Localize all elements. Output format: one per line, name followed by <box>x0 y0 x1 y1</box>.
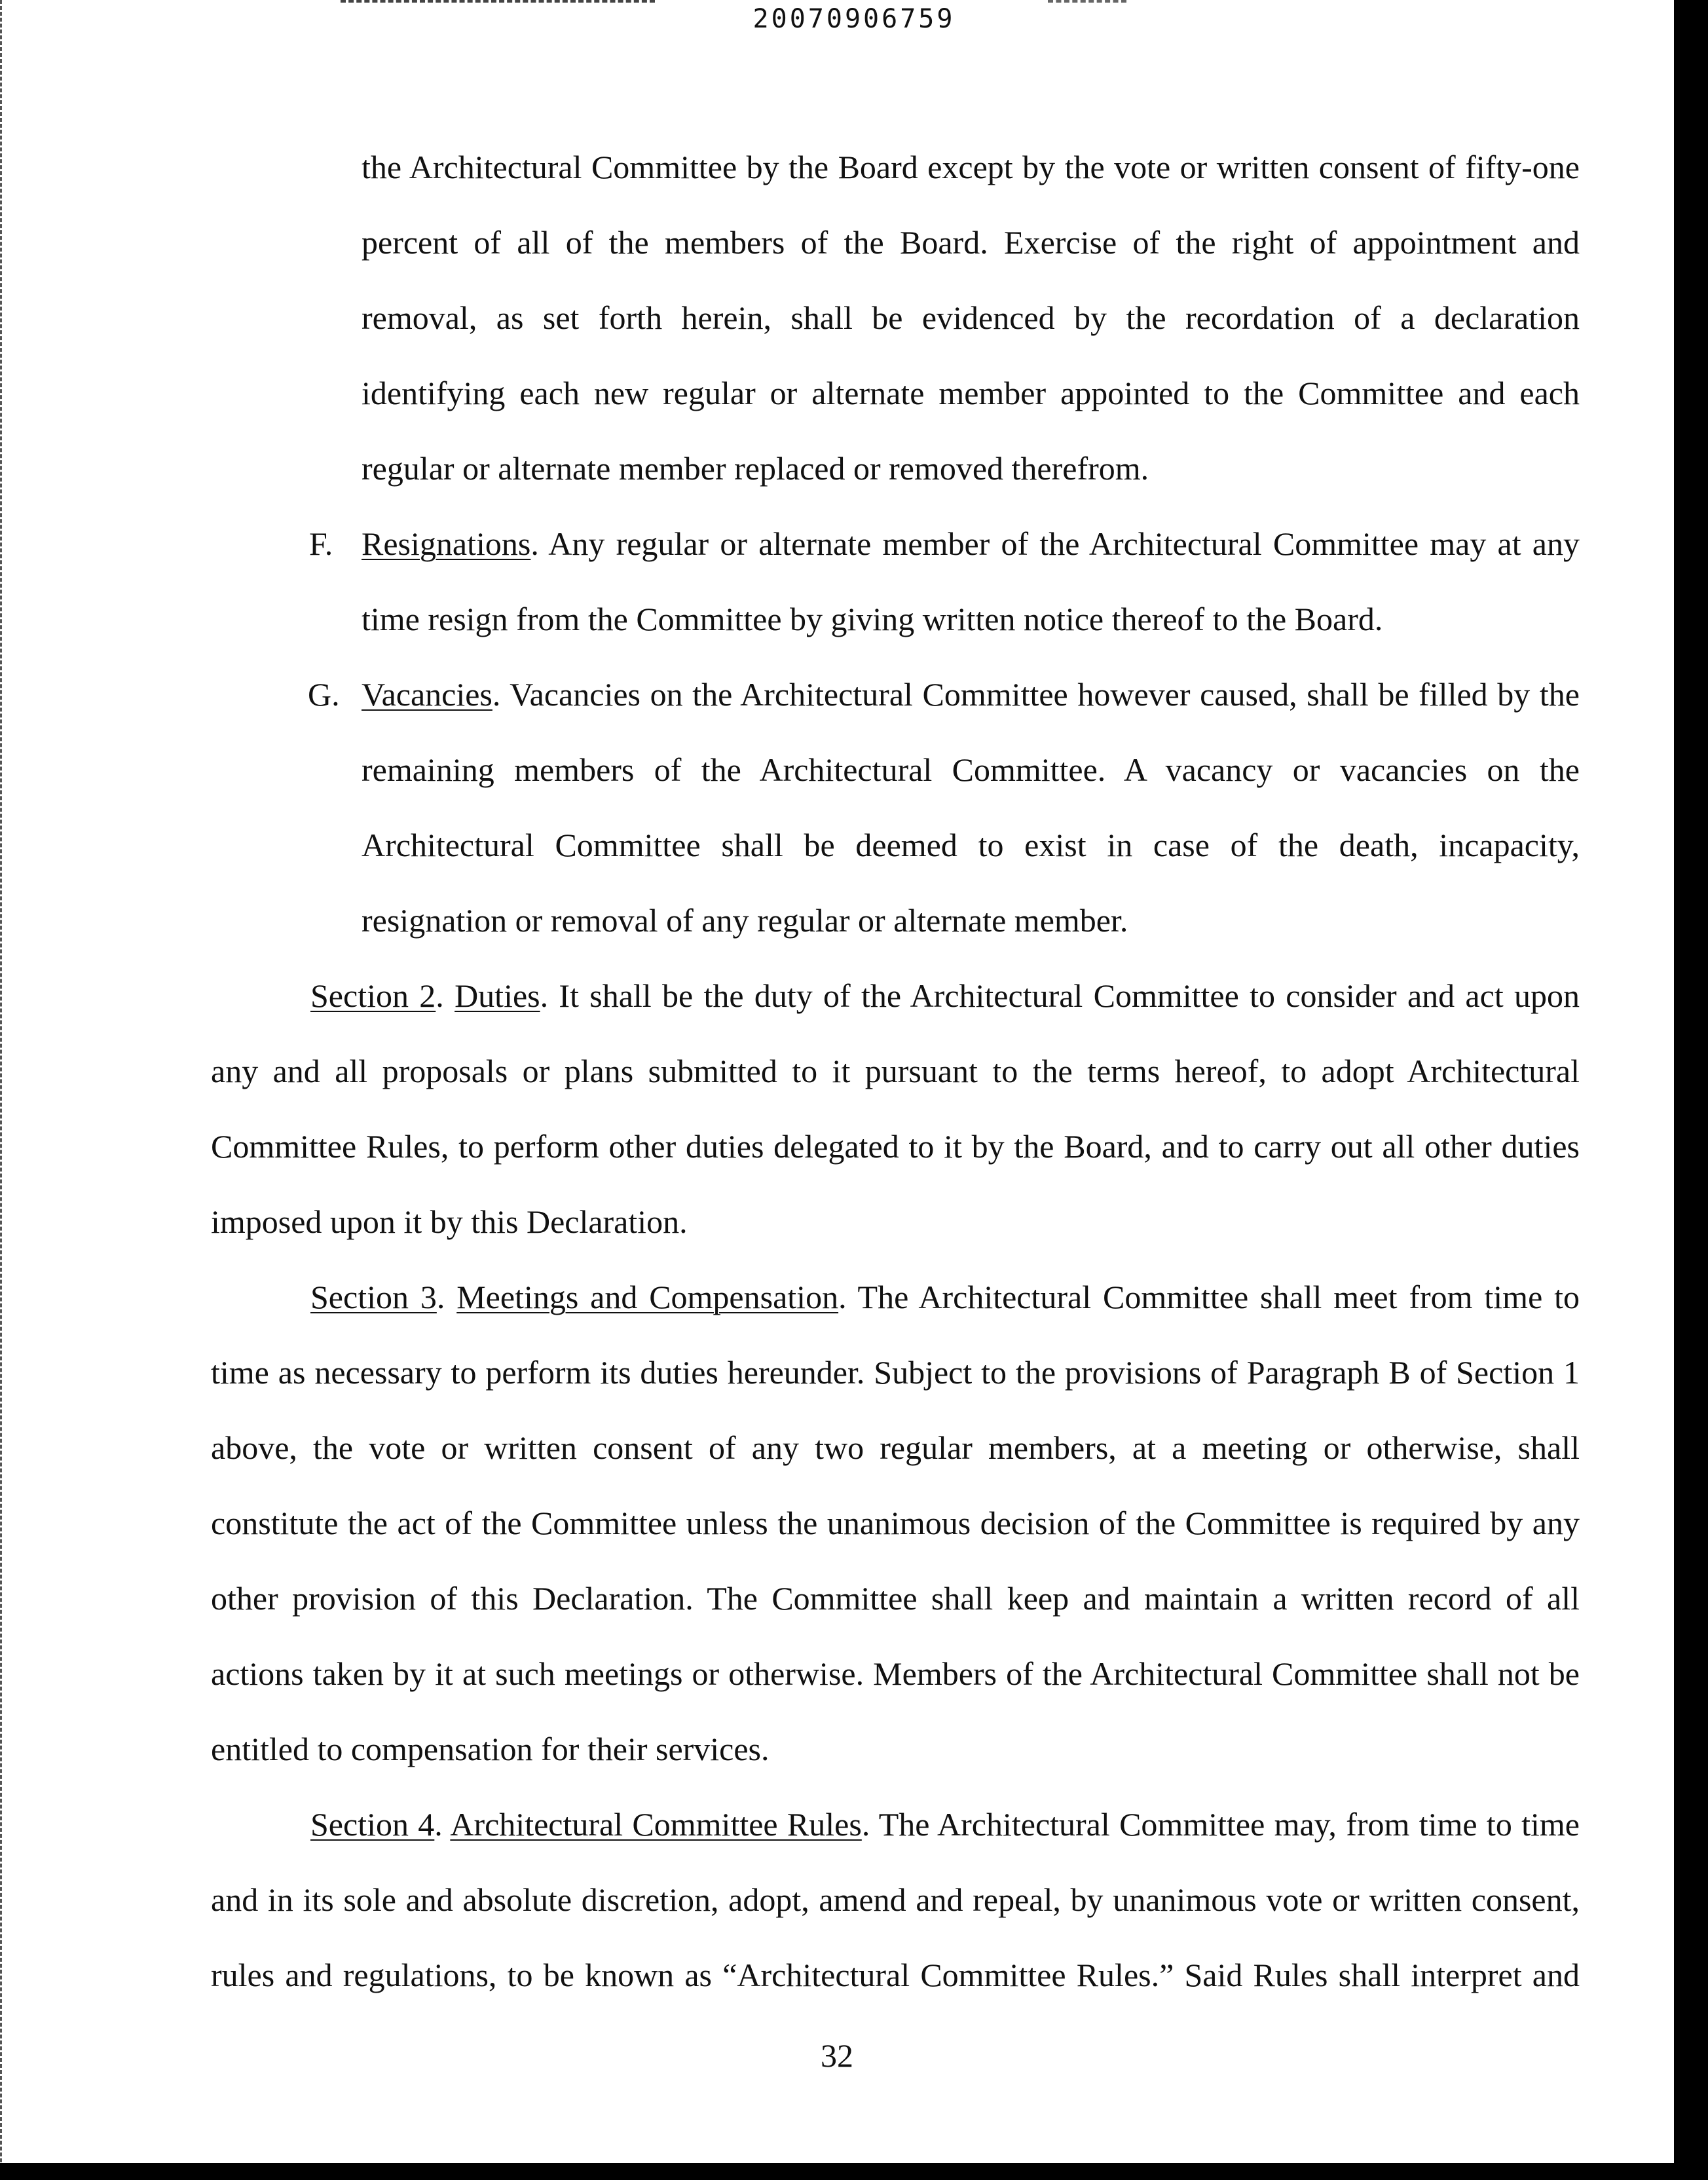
item-marker: G. <box>308 676 340 713</box>
section-3-first-line <box>310 1277 1580 1317</box>
text-line: and in its sole and absolute discretion, adopt, amend and repeal, by unanimous vote or written consent, <box>211 1881 1580 1918</box>
period: . <box>436 977 455 1014</box>
text-run: . The Architectural Committee may, from time to time <box>861 1806 1580 1843</box>
text-line: rules and regulations, to be known as “Architectural Committee Rules.” Said Rules shall interpret and <box>211 1957 1580 1993</box>
scan-right-edge <box>1674 0 1708 2180</box>
text-line: regular or alternate member replaced or removed therefrom. <box>362 450 1149 487</box>
text-line: actions taken by it at such meetings or otherwise. Members of the Architectural Committee shall not be <box>211 1655 1580 1692</box>
text-line: entitled to compensation for their services. <box>211 1731 770 1767</box>
text-line: above, the vote or written consent of any two regular members, at a meeting or otherwise, shall <box>211 1429 1580 1466</box>
text-line: imposed upon it by this Declaration. <box>211 1203 688 1240</box>
item-g-first-line <box>362 675 1580 714</box>
document-number: 20070906759 <box>752 4 956 34</box>
item-heading: Resignations <box>362 525 531 562</box>
section-label: Section 2 <box>310 977 436 1014</box>
text-run: . The Architectural Committee shall meet from time to <box>838 1279 1580 1315</box>
text-line: percent of all of the members of the Board. Exercise of the right of appointment and <box>362 224 1580 261</box>
text-line: Committee Rules, to perform other duties delegated to it by the Board, and to carry out all other duties <box>211 1128 1580 1165</box>
text-line: Architectural Committee shall be deemed to exist in case of the death, incapacity, <box>362 827 1580 863</box>
item-marker: F. <box>309 525 333 562</box>
text-line: identifying each new regular or alternate member appointed to the Committee and each <box>362 375 1580 411</box>
section-label: Section 3 <box>310 1279 437 1315</box>
section-heading: Meetings and Compensation <box>456 1279 839 1315</box>
text-line: resignation or removal of any regular or alternate member. <box>362 902 1128 939</box>
text-line: other provision of this Declaration. The Committee shall keep and maintain a written record of all <box>211 1580 1580 1617</box>
text-line: time as necessary to perform its duties hereunder. Subject to the provisions of Paragraph B of Section 1 <box>211 1354 1580 1391</box>
page-number: 32 <box>821 2037 853 2074</box>
text-run: . It shall be the duty of the Architectural Committee to consider and act upon <box>540 977 1580 1014</box>
text-line: the Architectural Committee by the Board except by the vote or written consent of fifty-one <box>362 149 1580 185</box>
section-label: Section 4 <box>310 1806 435 1843</box>
text-line: any and all proposals or plans submitted to it pursuant to the terms hereof, to adopt Architectural <box>211 1053 1580 1089</box>
scan-bottom-edge <box>0 2163 1708 2180</box>
text-line: time resign from the Committee by giving written notice thereof to the Board. <box>362 601 1383 637</box>
item-heading: Vacancies <box>362 676 492 713</box>
text-line: removal, as set forth herein, shall be evidenced by the recordation of a declaration <box>362 299 1580 336</box>
section-2-first-line <box>310 976 1580 1015</box>
text-run: . Any regular or alternate member of the Architectural Committee may at any <box>530 525 1580 562</box>
section-heading: Architectural Committee Rules <box>450 1806 862 1843</box>
period: . <box>436 1279 457 1315</box>
section-heading: Duties <box>455 977 540 1014</box>
text-run: . Vacancies on the Architectural Committee however caused, shall be filled by the <box>492 676 1580 713</box>
text-line: remaining members of the Architectural Committee. A vacancy or vacancies on the <box>362 751 1580 788</box>
item-f-first-line <box>362 524 1580 563</box>
text-line: constitute the act of the Committee unless the unanimous decision of the Committee is required by any <box>211 1505 1580 1541</box>
section-4-first-line <box>310 1805 1580 1844</box>
period: . <box>434 1806 451 1843</box>
